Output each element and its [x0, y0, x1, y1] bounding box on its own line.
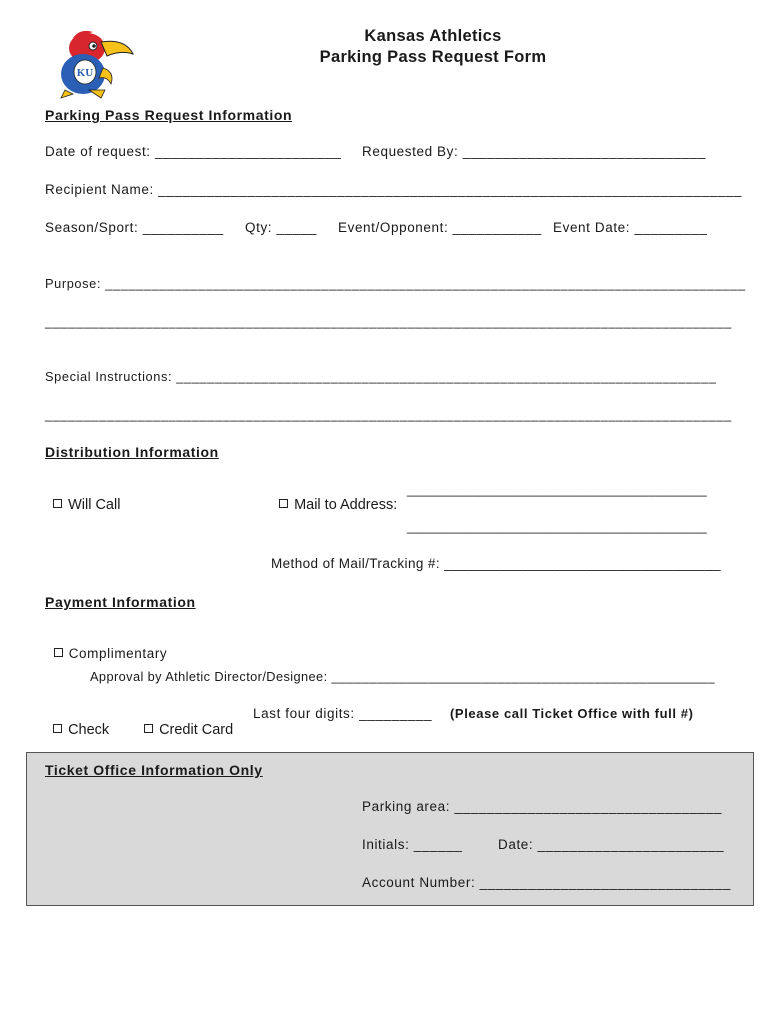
complimentary-label: Complimentary [68, 646, 168, 661]
call-ticket-office-note: (Please call Ticket Office with full #) [450, 706, 694, 721]
special-instructions-field[interactable]: Special Instructions: ______________________________________________________________________ [45, 369, 717, 384]
address-line-1[interactable]: _________________________________________ [407, 482, 707, 497]
mail-to-address-option[interactable] [271, 481, 397, 513]
credit-card-checkbox[interactable] [144, 724, 153, 733]
mail-to-address-label: Mail to Address: [294, 497, 398, 513]
credit-card-option[interactable] [136, 706, 233, 738]
section-heading-distribution: Distribution Information [45, 444, 219, 460]
section-heading-request: Parking Pass Request Information [45, 107, 293, 123]
credit-card-label: Credit Card [159, 722, 234, 738]
jayhawk-logo [46, 10, 128, 82]
special-instructions-line-2[interactable]: _________________________________________________________________________________________ [45, 407, 732, 422]
initials-field[interactable]: Initials: ______ [362, 837, 463, 852]
logo-ku-text: KU [76, 67, 94, 79]
section-heading-ticket-office: Ticket Office Information Only [45, 762, 263, 778]
mail-to-address-checkbox[interactable] [279, 499, 288, 508]
date-of-request-field[interactable]: Date of request: _______________________ [45, 144, 342, 159]
check-checkbox[interactable] [53, 724, 62, 733]
purpose-field[interactable]: Purpose: ___________________________________________________________________________________ [45, 276, 746, 291]
will-call-checkbox[interactable] [53, 499, 62, 508]
will-call-option[interactable] [45, 481, 120, 513]
purpose-line-2[interactable]: _________________________________________________________________________________________ [45, 314, 732, 329]
form-title: Parking Pass Request Form [319, 48, 547, 66]
account-number-field[interactable]: Account Number: _______________________________ [362, 875, 731, 890]
requested-by-field[interactable]: Requested By: ______________________________ [362, 144, 706, 159]
section-heading-payment: Payment Information [45, 594, 196, 610]
method-of-mail-field[interactable]: Method of Mail/Tracking #: ___________________________________ [271, 556, 721, 571]
ticket-office-date-field[interactable]: Date: _______________________ [498, 837, 725, 852]
qty-field[interactable]: Qty: _____ [245, 220, 318, 235]
complimentary-checkbox[interactable] [54, 648, 63, 657]
parking-area-field[interactable]: Parking area: _________________________________ [362, 799, 723, 814]
check-label: Check [68, 722, 110, 738]
jayhawk-ku-logo-icon [55, 28, 137, 100]
last-four-digits-field[interactable]: Last four digits: _________ [253, 706, 433, 721]
recipient-name-field[interactable]: Recipient Name: ________________________________________________________________________ [45, 182, 742, 197]
org-title: Kansas Athletics [364, 27, 502, 45]
check-option[interactable] [45, 706, 109, 738]
season-sport-field[interactable]: Season/Sport: __________ [45, 220, 224, 235]
complimentary-option[interactable] [45, 631, 167, 661]
approval-field[interactable]: Approval by Athletic Director/Designee: ___________________________________________________ [90, 669, 715, 684]
event-opponent-field[interactable]: Event/Opponent: ___________ [338, 220, 542, 235]
event-date-field[interactable]: Event Date: _________ [553, 220, 708, 235]
address-line-2[interactable]: _________________________________________ [407, 519, 707, 534]
will-call-label: Will Call [68, 497, 121, 513]
